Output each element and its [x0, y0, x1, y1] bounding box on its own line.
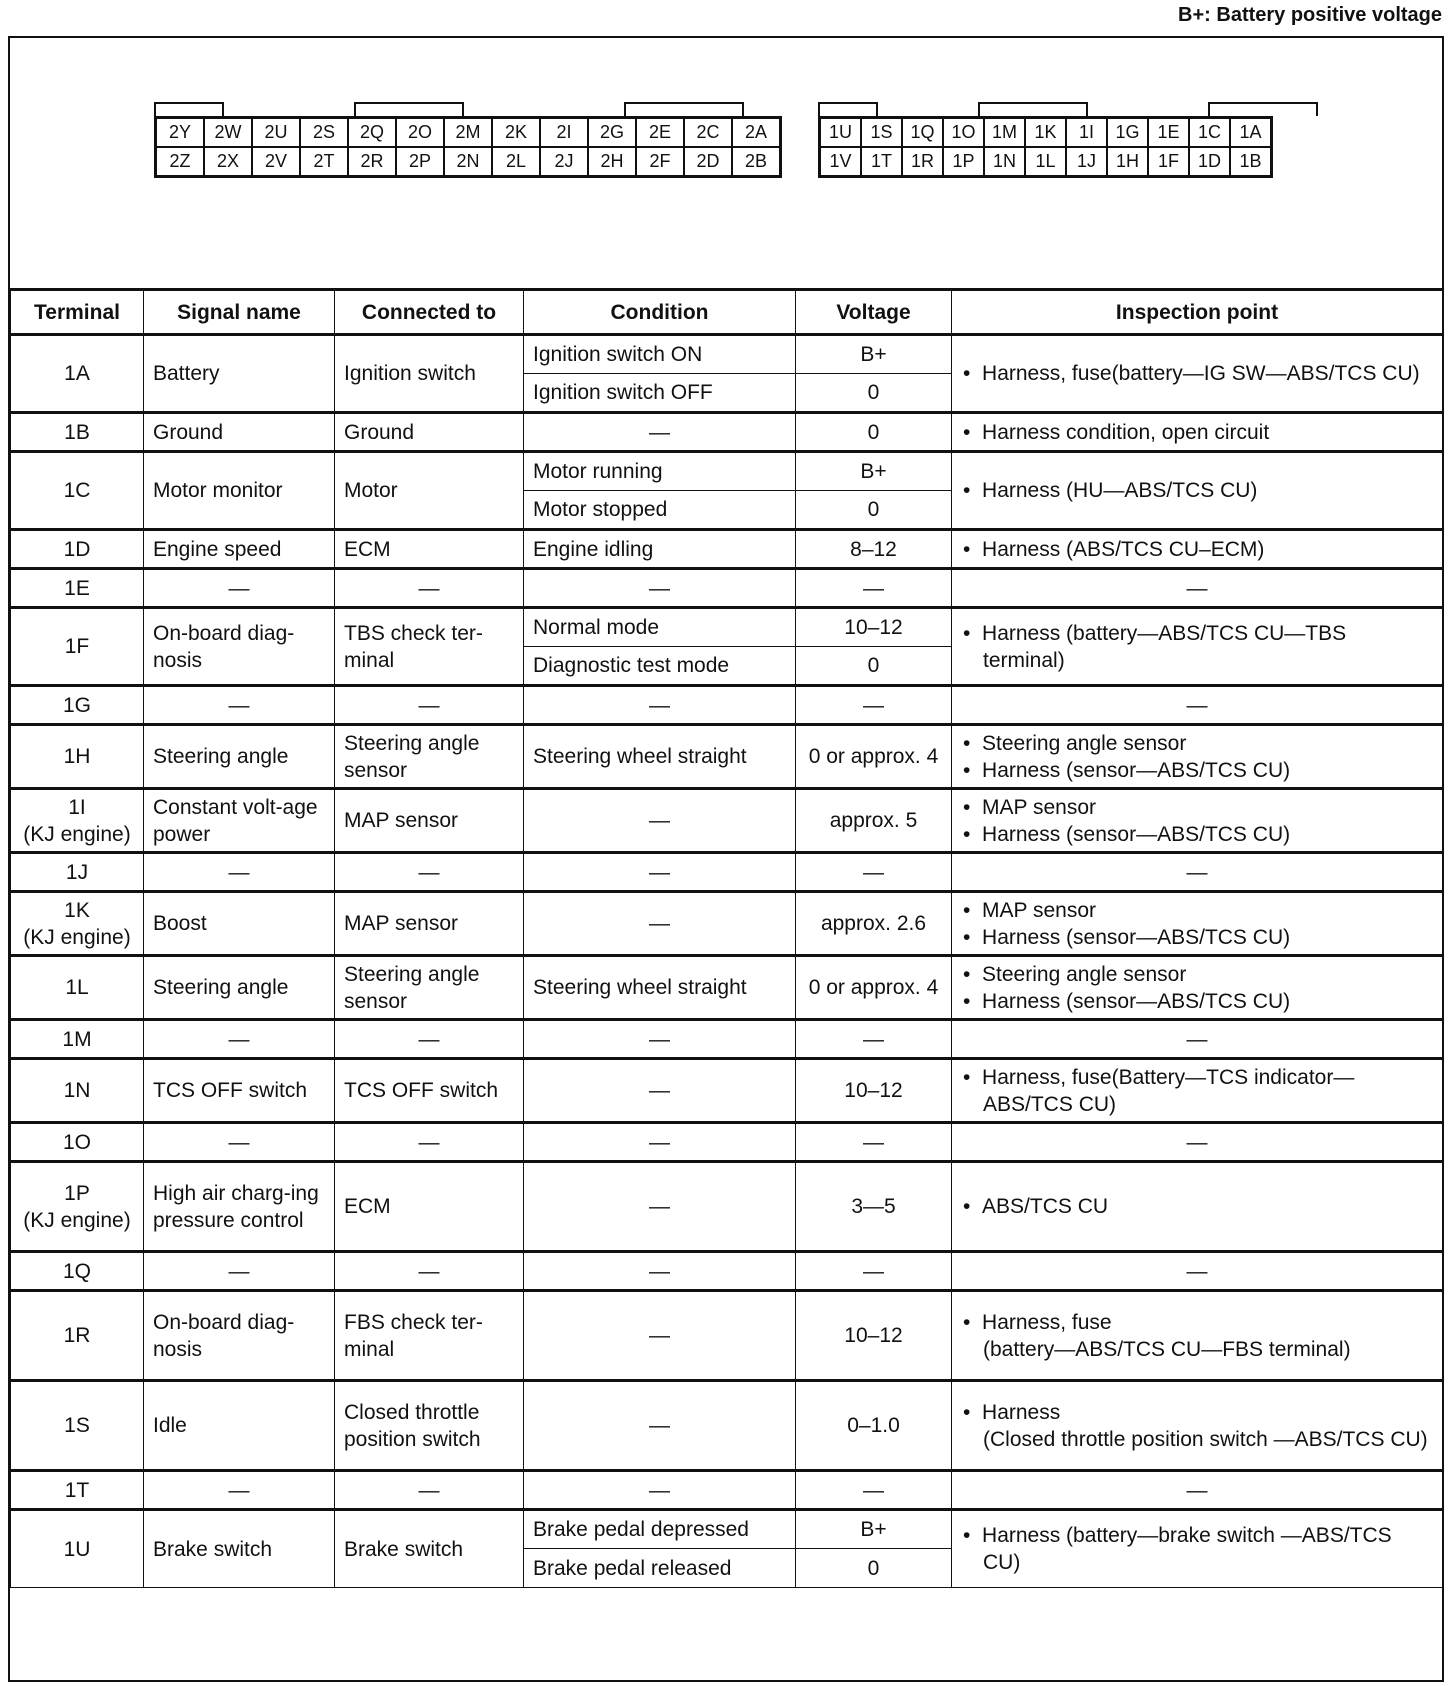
inspection-cell: [952, 1510, 1443, 1588]
voltage-cell: B+: [796, 1510, 952, 1549]
terminal-id: 1K: [64, 898, 90, 922]
table-row: [11, 1381, 1443, 1471]
inspection-cell: [952, 608, 1443, 686]
condition-cell: Motor running: [524, 452, 796, 491]
inspection-cell: —: [952, 1252, 1443, 1291]
connected-cell: ECM: [335, 530, 524, 569]
connector-pin: 1H: [1107, 147, 1148, 176]
voltage-cell: —: [796, 1020, 952, 1059]
connector-pin: 1D: [1189, 147, 1230, 176]
table-row: [11, 686, 1443, 725]
voltage-cell: —: [796, 686, 952, 725]
inspection-item: • Harness, fuse: [961, 1309, 1433, 1336]
inspection-cell: [952, 335, 1443, 413]
inspection-item-continued: (Closed throttle position switch —ABS/TCS CU): [983, 1427, 1428, 1451]
signal-cell: —: [144, 1123, 335, 1162]
terminal-cell: 1G: [11, 686, 144, 725]
connector-pin: 2E: [636, 118, 684, 147]
condition-cell: —: [524, 1020, 796, 1059]
connected-cell: —: [335, 686, 524, 725]
connector-pin: 1P: [943, 147, 984, 176]
inspection-item: • Harness (sensor—ABS/TCS CU): [961, 757, 1433, 784]
condition-cell: —: [524, 1471, 796, 1510]
table-row: [11, 892, 1443, 956]
inspection-item: • Harness: [961, 1399, 1433, 1426]
terminal-id: 1P: [64, 1181, 90, 1205]
voltage-cell: 0: [796, 413, 952, 452]
connector-pin: 2W: [204, 118, 252, 147]
inspection-cell: [952, 1162, 1443, 1252]
connector-pin: 1B: [1230, 147, 1271, 176]
condition-cell: —: [524, 686, 796, 725]
connector-1: [818, 116, 1273, 178]
table-row: [11, 853, 1443, 892]
connected-cell: MAP sensor: [335, 789, 524, 853]
inspection-cell: [952, 452, 1443, 530]
voltage-cell: 0–1.0: [796, 1381, 952, 1471]
signal-cell: —: [144, 686, 335, 725]
inspection-cell: —: [952, 1471, 1443, 1510]
connector-2: [154, 116, 782, 178]
connector-pin: 1U: [820, 118, 861, 147]
terminal-cell: 1C: [11, 452, 144, 530]
connector-pin: 2F: [636, 147, 684, 176]
connector-pin: 1J: [1066, 147, 1107, 176]
connector-pin: 2K: [492, 118, 540, 147]
terminal-cell: 1F: [11, 608, 144, 686]
connected-cell: —: [335, 1020, 524, 1059]
voltage-cell: B+: [796, 335, 952, 374]
connected-cell: —: [335, 569, 524, 608]
legend-note: B+: Battery positive voltage: [1178, 4, 1442, 26]
signal-cell: Brake switch: [144, 1510, 335, 1588]
terminal-cell: [11, 892, 144, 956]
connector-pin: 2B: [732, 147, 780, 176]
inspection-item: • Harness (battery—brake switch —ABS/TCS CU): [961, 1522, 1433, 1576]
connector-pin: 2V: [252, 147, 300, 176]
terminal-cell: 1L: [11, 956, 144, 1020]
connector-pin: 1V: [820, 147, 861, 176]
signal-cell: —: [144, 1020, 335, 1059]
inspection-item: • Harness (battery—ABS/TCS CU—TBS terminal): [961, 620, 1433, 674]
connector-pin: 2L: [492, 147, 540, 176]
terminal-cell: 1T: [11, 1471, 144, 1510]
voltage-cell: approx. 5: [796, 789, 952, 853]
connector-pin: 2O: [396, 118, 444, 147]
inspection-item: • Harness (sensor—ABS/TCS CU): [961, 988, 1433, 1015]
inspection-item: • Harness (sensor—ABS/TCS CU): [961, 821, 1433, 848]
connected-cell: Ground: [335, 413, 524, 452]
connector-pin: 2J: [540, 147, 588, 176]
voltage-cell: 0: [796, 491, 952, 530]
inspection-cell: —: [952, 853, 1443, 892]
connector-pin: 2M: [444, 118, 492, 147]
connector-pin: 2S: [300, 118, 348, 147]
header-signal: Signal name: [144, 291, 335, 335]
terminal-cell: 1S: [11, 1381, 144, 1471]
connector-pin: 1M: [984, 118, 1025, 147]
connector-pin: 1S: [861, 118, 902, 147]
terminal-table: [10, 290, 1443, 1588]
condition-cell: —: [524, 1291, 796, 1381]
inspection-item: • MAP sensor: [961, 794, 1433, 821]
table-row: [11, 452, 1443, 491]
inspection-cell: —: [952, 569, 1443, 608]
connector-pin: 2N: [444, 147, 492, 176]
table-row: [11, 608, 1443, 647]
terminal-cell: 1R: [11, 1291, 144, 1381]
inspection-item: • ABS/TCS CU: [961, 1193, 1433, 1220]
connected-cell: —: [335, 1471, 524, 1510]
signal-cell: Motor monitor: [144, 452, 335, 530]
condition-cell: Normal mode: [524, 608, 796, 647]
connected-cell: MAP sensor: [335, 892, 524, 956]
voltage-cell: 8–12: [796, 530, 952, 569]
table-row: [11, 956, 1443, 1020]
connector-pin: 1C: [1189, 118, 1230, 147]
terminal-note: (KJ engine): [23, 1208, 131, 1232]
voltage-cell: —: [796, 1123, 952, 1162]
inspection-cell: [952, 530, 1443, 569]
condition-cell: Ignition switch OFF: [524, 374, 796, 413]
terminal-cell: 1N: [11, 1059, 144, 1123]
connector-pin: 1E: [1148, 118, 1189, 147]
connector-pin: 1T: [861, 147, 902, 176]
terminal-cell: [11, 789, 144, 853]
inspection-item: • Harness condition, open circuit: [961, 419, 1433, 446]
inspection-item: • Harness, fuse(battery—IG SW—ABS/TCS CU): [961, 360, 1433, 387]
connected-cell: TCS OFF switch: [335, 1059, 524, 1123]
connector-pin: 2X: [204, 147, 252, 176]
terminal-cell: 1D: [11, 530, 144, 569]
inspection-cell: [952, 789, 1443, 853]
terminal-id: 1I: [68, 795, 86, 819]
inspection-item: • Steering angle sensor: [961, 961, 1433, 988]
connector-pin: 2Y: [156, 118, 204, 147]
connected-cell: —: [335, 1123, 524, 1162]
voltage-cell: —: [796, 1471, 952, 1510]
condition-cell: —: [524, 569, 796, 608]
connector-pin: 2T: [300, 147, 348, 176]
condition-cell: —: [524, 1059, 796, 1123]
signal-cell: On-board diag-nosis: [144, 608, 335, 686]
connector-diagram: [10, 38, 1442, 290]
table-row: [11, 1123, 1443, 1162]
connected-cell: Closed throttle position switch: [335, 1381, 524, 1471]
voltage-cell: —: [796, 569, 952, 608]
signal-cell: Battery: [144, 335, 335, 413]
signal-cell: Constant volt-age power: [144, 789, 335, 853]
connected-cell: Ignition switch: [335, 335, 524, 413]
connected-cell: Motor: [335, 452, 524, 530]
table-row: [11, 569, 1443, 608]
signal-cell: High air charg-ing pressure control: [144, 1162, 335, 1252]
connector-2-pins: [154, 116, 782, 178]
terminal-cell: 1O: [11, 1123, 144, 1162]
connector-pin: 2Z: [156, 147, 204, 176]
voltage-cell: 0 or approx. 4: [796, 956, 952, 1020]
table-row: [11, 1510, 1443, 1549]
connected-cell: —: [335, 853, 524, 892]
connector-1-pins: [818, 116, 1273, 178]
inspection-cell: —: [952, 1123, 1443, 1162]
signal-cell: Engine speed: [144, 530, 335, 569]
connector-pin: 2P: [396, 147, 444, 176]
terminal-cell: [11, 1162, 144, 1252]
terminal-cell: 1E: [11, 569, 144, 608]
connector-pin: 2D: [684, 147, 732, 176]
signal-cell: On-board diag-nosis: [144, 1291, 335, 1381]
condition-cell: —: [524, 1252, 796, 1291]
inspection-cell: [952, 892, 1443, 956]
condition-cell: —: [524, 892, 796, 956]
signal-cell: Steering angle: [144, 725, 335, 789]
terminal-cell: 1M: [11, 1020, 144, 1059]
table-header-row: [11, 291, 1443, 335]
connector-pin: 2U: [252, 118, 300, 147]
condition-cell: —: [524, 1123, 796, 1162]
condition-cell: Motor stopped: [524, 491, 796, 530]
condition-cell: Brake pedal released: [524, 1549, 796, 1588]
table-row: [11, 1252, 1443, 1291]
condition-cell: Ignition switch ON: [524, 335, 796, 374]
header-connected: Connected to: [335, 291, 524, 335]
condition-cell: Engine idling: [524, 530, 796, 569]
connector-pin: 2Q: [348, 118, 396, 147]
signal-cell: Steering angle: [144, 956, 335, 1020]
inspection-cell: [952, 1059, 1443, 1123]
inspection-cell: —: [952, 1020, 1443, 1059]
condition-cell: —: [524, 413, 796, 452]
terminal-cell: 1B: [11, 413, 144, 452]
table-row: [11, 1291, 1443, 1381]
terminal-cell: 1H: [11, 725, 144, 789]
signal-cell: Idle: [144, 1381, 335, 1471]
terminal-cell: 1U: [11, 1510, 144, 1588]
pinout-chart: [8, 36, 1444, 1682]
header-terminal: Terminal: [11, 291, 144, 335]
inspection-item: • Steering angle sensor: [961, 730, 1433, 757]
connector-pin: 2H: [588, 147, 636, 176]
inspection-cell: —: [952, 686, 1443, 725]
signal-cell: —: [144, 853, 335, 892]
inspection-cell: [952, 413, 1443, 452]
connected-cell: TBS check ter-minal: [335, 608, 524, 686]
connector-pin: 2G: [588, 118, 636, 147]
inspection-item-continued: (battery—ABS/TCS CU—FBS terminal): [983, 1337, 1351, 1361]
terminal-cell: 1J: [11, 853, 144, 892]
condition-cell: Diagnostic test mode: [524, 647, 796, 686]
inspection-item: • MAP sensor: [961, 897, 1433, 924]
table-row: [11, 1162, 1443, 1252]
header-condition: Condition: [524, 291, 796, 335]
table-row: [11, 1020, 1443, 1059]
terminal-note: (KJ engine): [23, 925, 131, 949]
connector-pin: 2C: [684, 118, 732, 147]
terminal-cell: 1A: [11, 335, 144, 413]
voltage-cell: 10–12: [796, 608, 952, 647]
connected-cell: Brake switch: [335, 1510, 524, 1588]
condition-cell: Brake pedal depressed: [524, 1510, 796, 1549]
inspection-item: • Harness (sensor—ABS/TCS CU): [961, 924, 1433, 951]
condition-cell: —: [524, 853, 796, 892]
connected-cell: Steering angle sensor: [335, 725, 524, 789]
inspection-cell: [952, 1291, 1443, 1381]
voltage-cell: approx. 2.6: [796, 892, 952, 956]
connector-pin: 2R: [348, 147, 396, 176]
inspection-item: • Harness, fuse(Battery—TCS indicator—ABS/TCS CU): [961, 1064, 1433, 1118]
inspection-cell: [952, 956, 1443, 1020]
connector-pin: 1I: [1066, 118, 1107, 147]
terminal-cell: 1Q: [11, 1252, 144, 1291]
signal-cell: Boost: [144, 892, 335, 956]
connector-pin: 1Q: [902, 118, 943, 147]
condition-cell: Steering wheel straight: [524, 956, 796, 1020]
voltage-cell: 10–12: [796, 1059, 952, 1123]
connected-cell: ECM: [335, 1162, 524, 1252]
voltage-cell: 0: [796, 374, 952, 413]
connector-pin: 1A: [1230, 118, 1271, 147]
voltage-cell: 3—5: [796, 1162, 952, 1252]
connector-pin: 1K: [1025, 118, 1066, 147]
signal-cell: Ground: [144, 413, 335, 452]
header-voltage: Voltage: [796, 291, 952, 335]
voltage-cell: 0: [796, 647, 952, 686]
connector-pin: 2A: [732, 118, 780, 147]
signal-cell: TCS OFF switch: [144, 1059, 335, 1123]
table-row: [11, 413, 1443, 452]
voltage-cell: B+: [796, 452, 952, 491]
table-row: [11, 335, 1443, 374]
connector-pin: 2I: [540, 118, 588, 147]
inspection-item: • Harness (ABS/TCS CU–ECM): [961, 536, 1433, 563]
connected-cell: —: [335, 1252, 524, 1291]
connected-cell: FBS check ter-minal: [335, 1291, 524, 1381]
connector-pin: 1R: [902, 147, 943, 176]
condition-cell: —: [524, 1381, 796, 1471]
table-row: [11, 725, 1443, 789]
table-row: [11, 1471, 1443, 1510]
inspection-cell: [952, 1381, 1443, 1471]
condition-cell: Steering wheel straight: [524, 725, 796, 789]
signal-cell: —: [144, 1252, 335, 1291]
signal-cell: —: [144, 569, 335, 608]
connector-pin: 1N: [984, 147, 1025, 176]
voltage-cell: 10–12: [796, 1291, 952, 1381]
header-inspection: Inspection point: [952, 291, 1443, 335]
connector-pin: 1L: [1025, 147, 1066, 176]
connector-pin: 1O: [943, 118, 984, 147]
connected-cell: Steering angle sensor: [335, 956, 524, 1020]
table-row: [11, 1059, 1443, 1123]
terminal-note: (KJ engine): [23, 822, 131, 846]
table-row: [11, 530, 1443, 569]
voltage-cell: —: [796, 853, 952, 892]
table-row: [11, 789, 1443, 853]
voltage-cell: —: [796, 1252, 952, 1291]
signal-cell: —: [144, 1471, 335, 1510]
connector-pin: 1F: [1148, 147, 1189, 176]
connector-pin: 1G: [1107, 118, 1148, 147]
inspection-cell: [952, 725, 1443, 789]
voltage-cell: 0 or approx. 4: [796, 725, 952, 789]
inspection-item: • Harness (HU—ABS/TCS CU): [961, 477, 1433, 504]
condition-cell: —: [524, 1162, 796, 1252]
condition-cell: —: [524, 789, 796, 853]
voltage-cell: 0: [796, 1549, 952, 1588]
